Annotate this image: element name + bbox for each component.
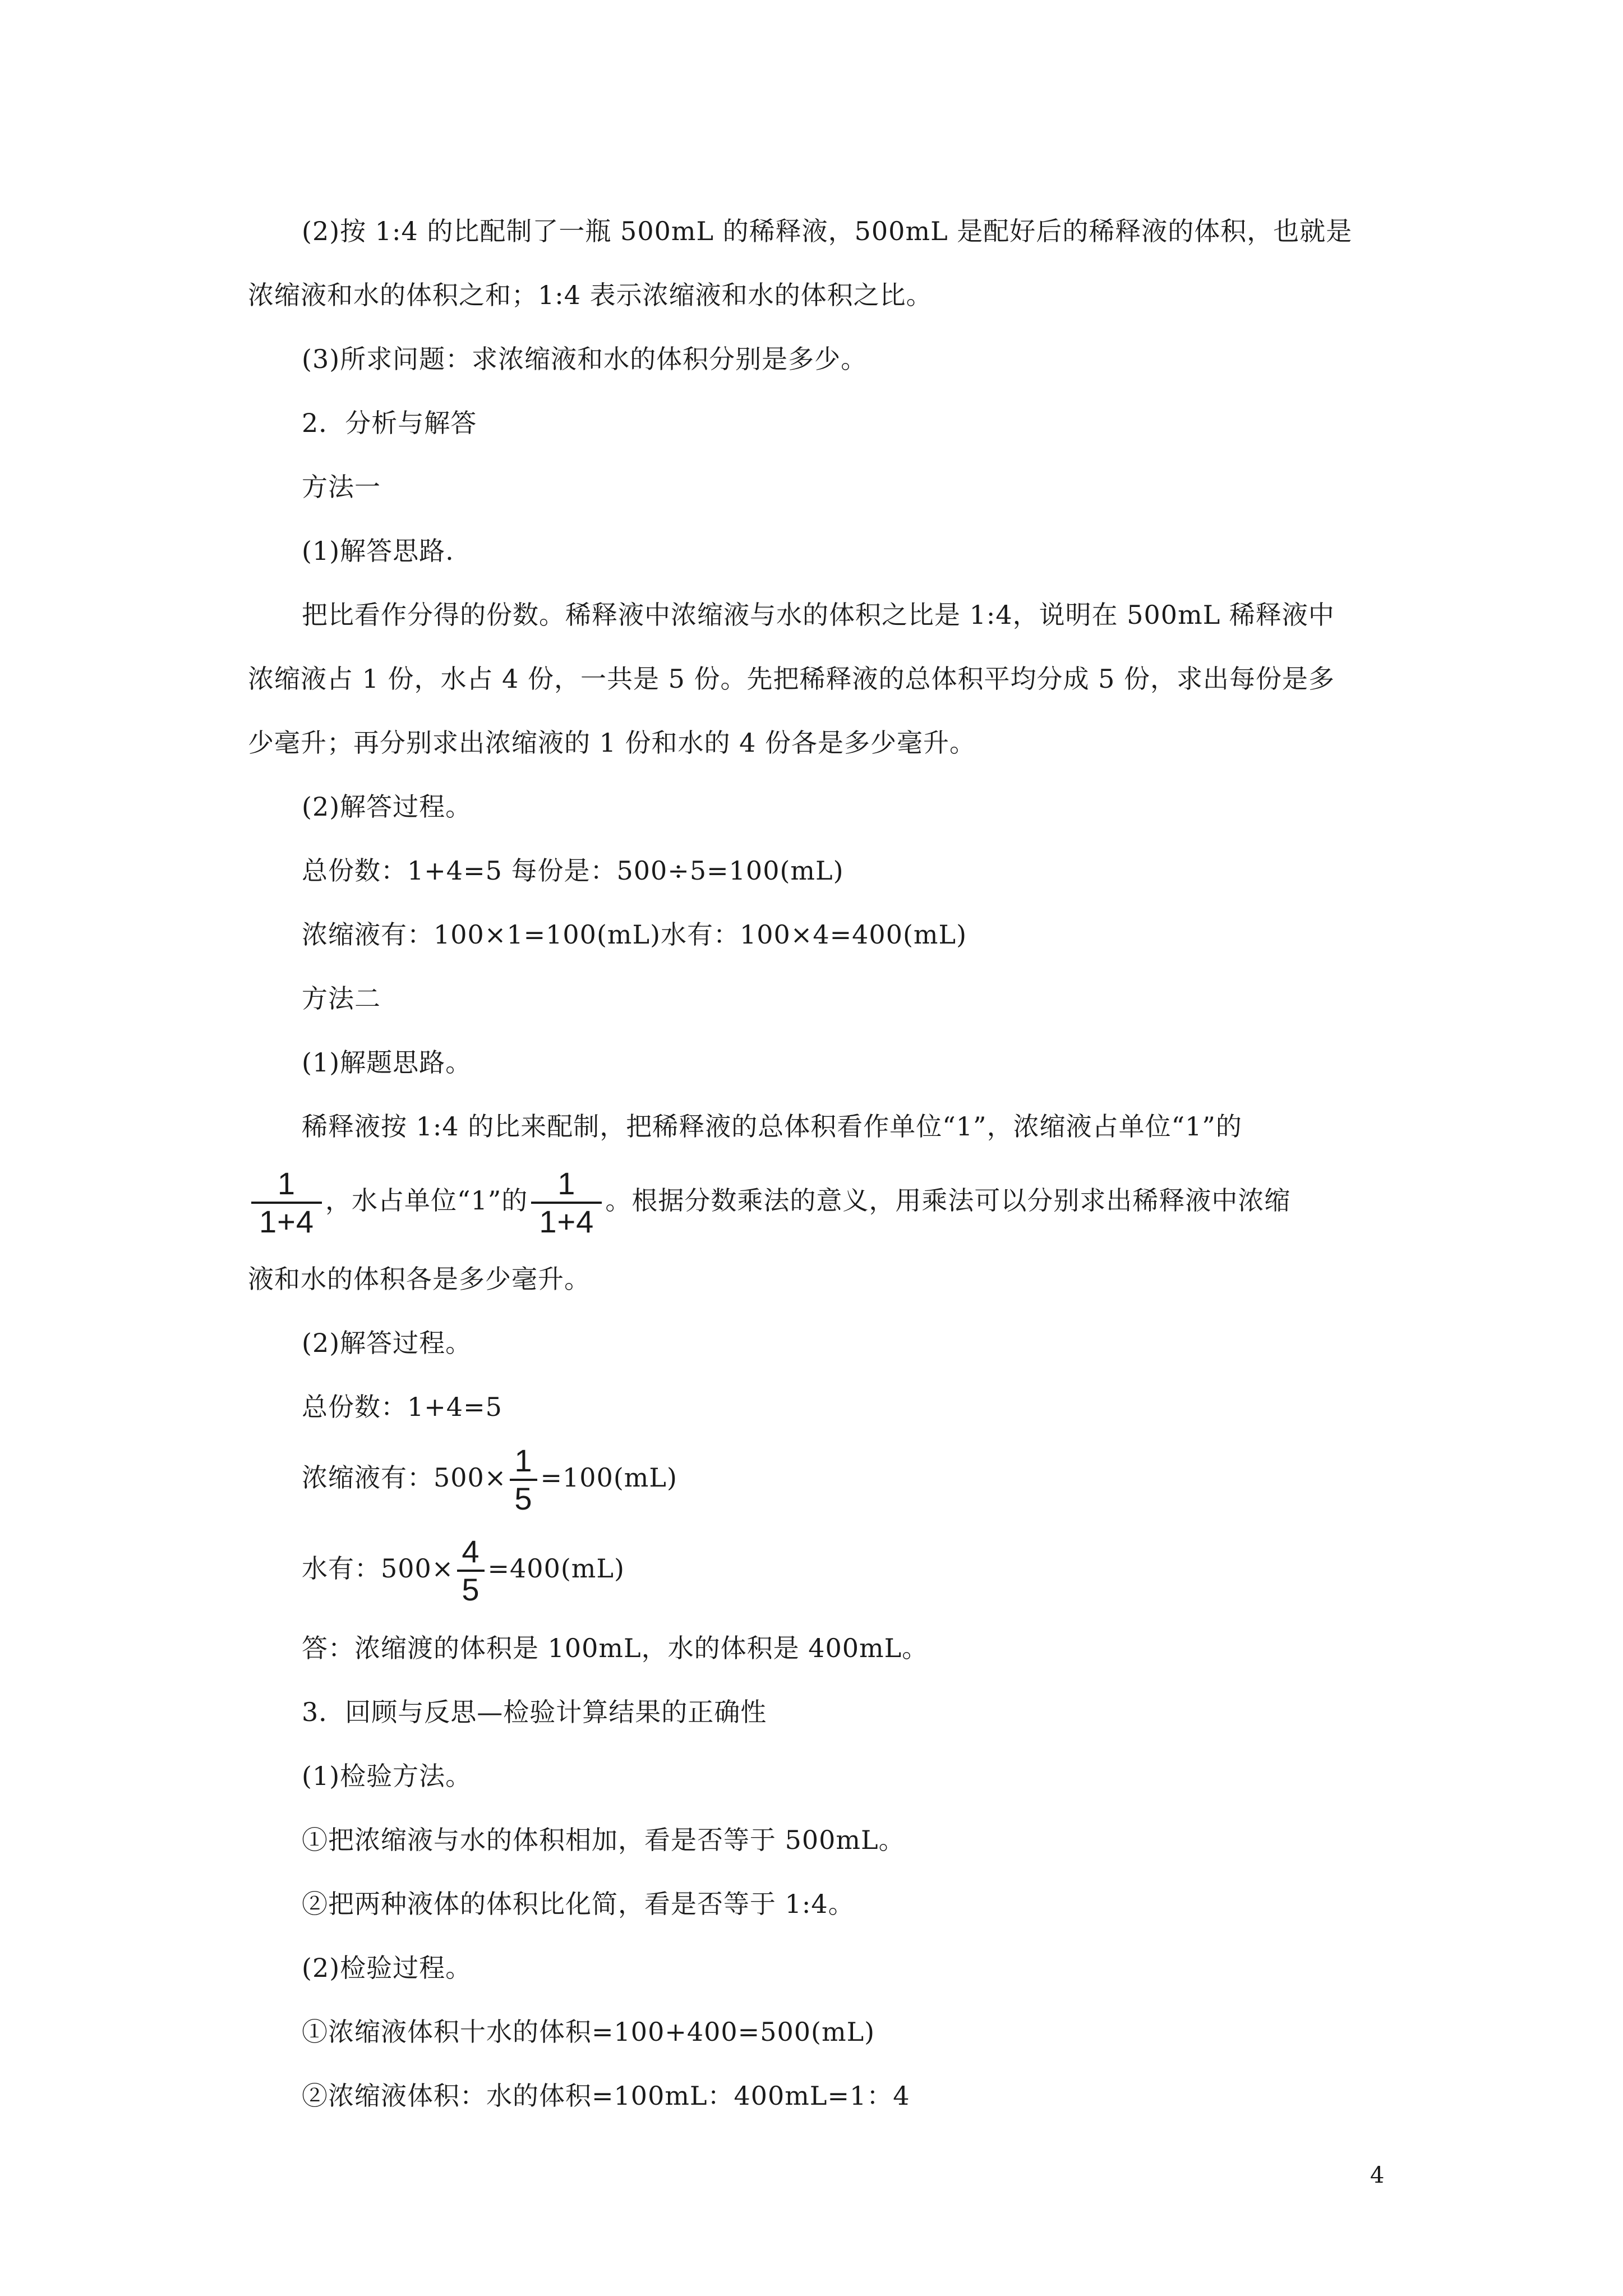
text-segment: 水有：500× <box>302 1553 454 1584</box>
text-line: 浓缩液和水的体积之和；1:4 表示浓缩液和水的体积之比。 <box>248 280 933 310</box>
page-number: 4 <box>1370 2162 1385 2188</box>
text-line-with-fractions <box>248 1161 1290 1240</box>
equation-line: ①浓缩液体积十水的体积=100+400=500(mL) <box>302 2017 875 2047</box>
fraction <box>531 1166 602 1240</box>
equation-line: 浓缩液有：100×1=100(mL)水有：100×4=400(mL) <box>302 919 967 950</box>
text-line: 稀释液按 1:4 的比来配制，把稀释液的总体积看作单位“1”，浓缩液占单位“1”的 <box>302 1111 1242 1142</box>
text-line: (2)解答过程。 <box>302 1328 472 1358</box>
fraction-numerator: 1 <box>531 1166 602 1204</box>
text-segment: =100(mL) <box>540 1462 677 1493</box>
text-line: 把比看作分得的份数。稀释液中浓缩液与水的体积之比是 1:4，说明在 500mL 稀释液中 <box>302 600 1335 630</box>
equation-line: 总份数：1+4=5 <box>302 1392 502 1422</box>
text-segment: 。根据分数乘法的意义，用乘法可以分别求出稀释液中浓缩 <box>605 1185 1291 1216</box>
section-heading: 3．回顾与反思—检验计算结果的正确性 <box>302 1697 767 1727</box>
section-heading: 2．分析与解答 <box>302 408 477 438</box>
fraction <box>251 1166 322 1240</box>
fraction-numerator: 1 <box>510 1443 537 1481</box>
text-line: (3)所求问题：求浓缩液和水的体积分别是多少。 <box>302 344 868 374</box>
text-line: 液和水的体积各是多少毫升。 <box>248 1264 591 1294</box>
text-line: 少毫升；再分别求出浓缩液的 1 份和水的 4 份各是多少毫升。 <box>248 728 976 758</box>
fraction-denominator: 5 <box>462 1572 480 1607</box>
text-line: ②把两种液体的体积比化简，看是否等于 1:4。 <box>302 1889 855 1919</box>
text-line: (1)检验方法。 <box>302 1761 472 1791</box>
answer-line: 答：浓缩渡的体积是 100mL，水的体积是 400mL。 <box>302 1633 929 1663</box>
fraction-numerator: 1 <box>251 1166 322 1204</box>
text-line: (2)按 1:4 的比配制了一瓶 500mL 的稀释液，500mL 是配好后的稀释液的体积，也就是 <box>302 216 1353 246</box>
text-line: 浓缩液占 1 份，水占 4 份，一共是 5 份。先把稀释液的总体积平均分成 5 份，求出每份是多 <box>248 664 1335 694</box>
equation-line-with-fraction <box>302 1529 625 1608</box>
equation-line-with-fraction <box>302 1438 677 1517</box>
text-line: (1)解答思路. <box>302 536 454 566</box>
text-line: (2)检验过程。 <box>302 1953 472 1983</box>
equation-line: ②浓缩液体积：水的体积=100mL：400mL=1：4 <box>302 2081 910 2111</box>
method-heading: 方法二 <box>302 983 381 1014</box>
fraction-denominator: 1+4 <box>259 1204 314 1239</box>
fraction-numerator: 4 <box>457 1534 484 1572</box>
fraction <box>457 1534 484 1608</box>
method-heading: 方法一 <box>302 472 381 502</box>
text-segment: 浓缩液有：500× <box>302 1462 507 1493</box>
text-line: (2)解答过程。 <box>302 792 472 822</box>
equation-line: 总份数：1+4=5 每份是：500÷5=100(mL) <box>302 855 844 886</box>
fraction-denominator: 5 <box>514 1481 533 1516</box>
fraction-denominator: 1+4 <box>539 1204 594 1239</box>
fraction <box>510 1443 537 1517</box>
text-line: (1)解题思路。 <box>302 1047 472 1078</box>
text-line: ①把浓缩液与水的体积相加，看是否等于 500mL。 <box>302 1825 905 1855</box>
text-segment: =400(mL) <box>487 1553 625 1584</box>
text-segment: ，水占单位“1”的 <box>325 1185 528 1216</box>
